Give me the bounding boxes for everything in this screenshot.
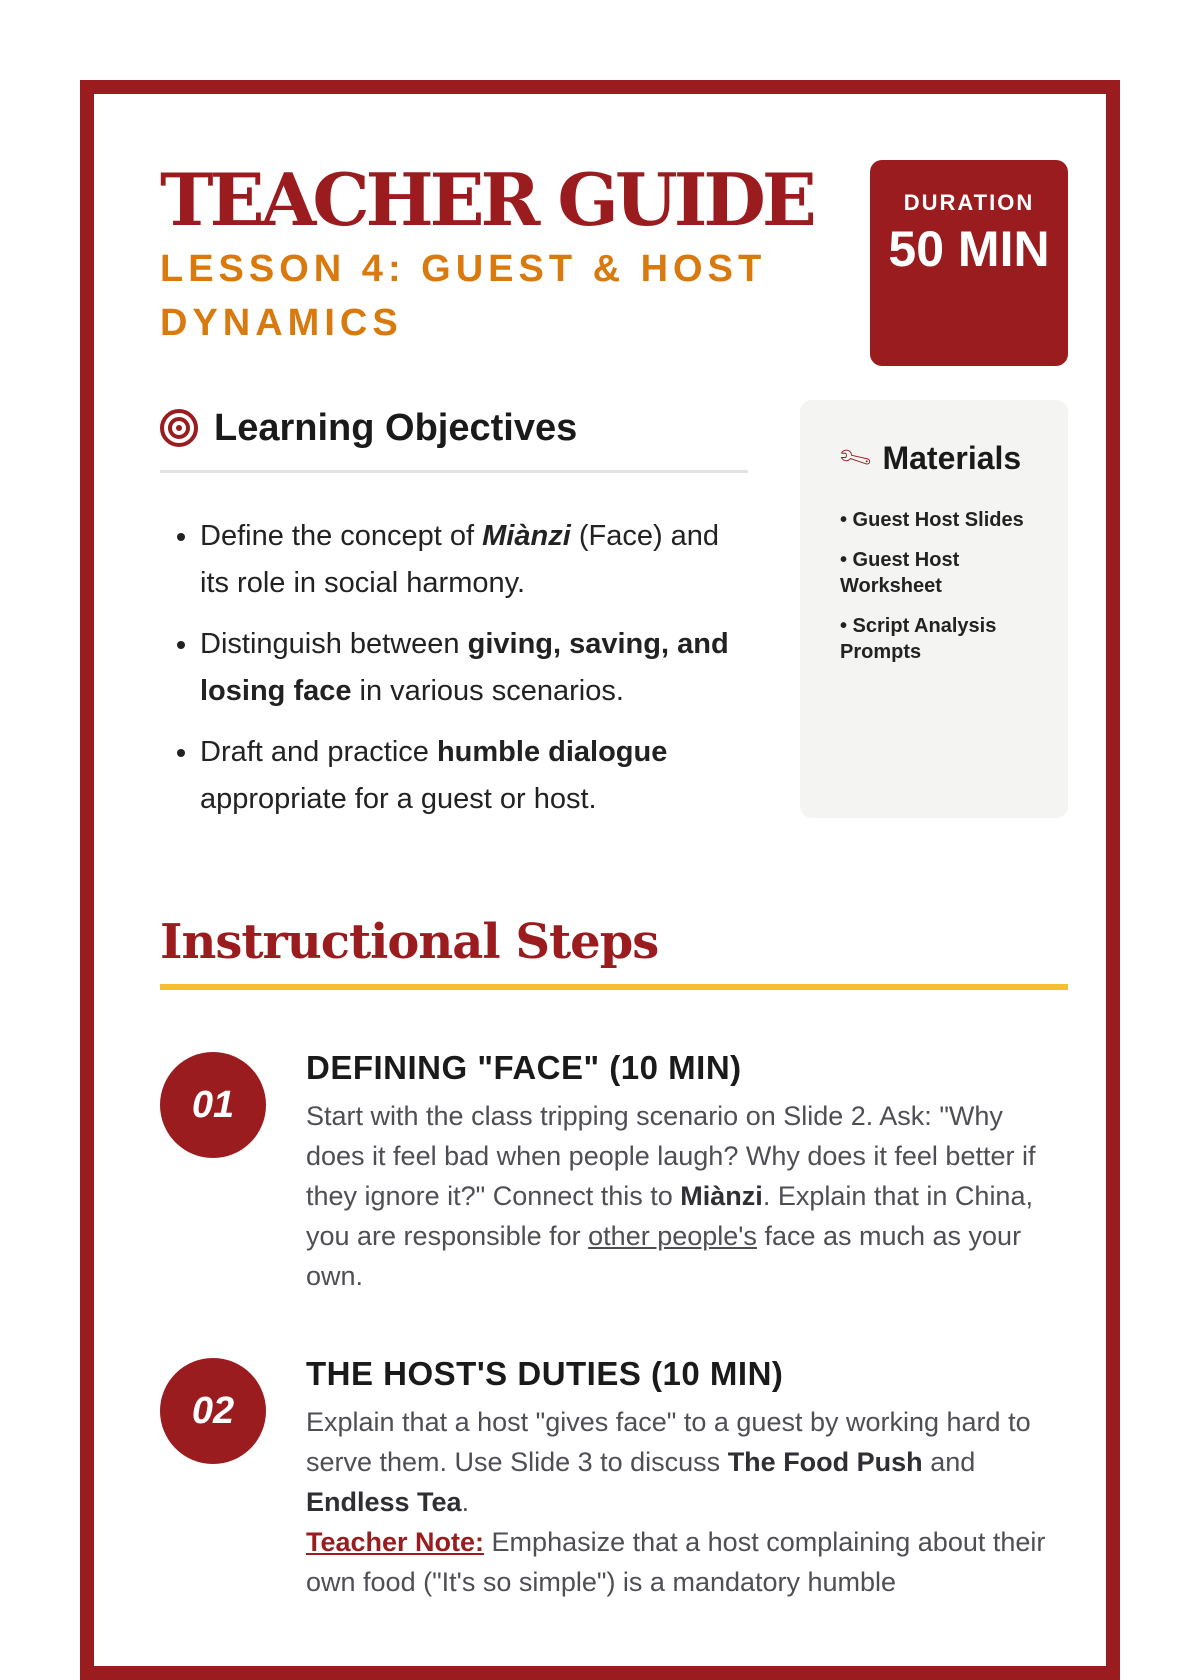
step-text: and [922,1447,976,1477]
step-bold: Miànzi [680,1181,763,1211]
teacher-note-text: Emphasize that a host complaining about their own food ("It's so simple") is a mandatory humble [306,1527,1046,1597]
header [160,157,1068,400]
step-description [306,1096,1068,1296]
objective-text: Distinguish between [200,628,468,660]
objective-text: Draft and practice [200,736,437,768]
step-bold: Endless Tea [306,1487,462,1517]
step-underline: other people's [588,1221,757,1251]
duration-label: DURATION [903,190,1035,215]
objective-item [200,621,748,715]
step-title: DEFINING "FACE" (10 MIN) [306,1049,742,1086]
wrench-icon: 🔧︎ [835,439,876,478]
materials-header [835,439,1028,478]
objective-emphasis: humble dialogue [436,736,668,768]
duration-value: 50 MIN [888,221,1050,277]
step-title: THE HOST'S DUTIES (10 MIN) [306,1355,784,1392]
material-item: • Script Analysis Prompts [840,615,997,663]
objective-emphasis: Miànzi [482,520,571,552]
objective-text: appropriate for a guest or host. [200,783,597,815]
step-2 [160,1352,1068,1602]
material-item: • Guest Host Worksheet [840,549,960,597]
step-text: . [461,1487,470,1517]
objective-item [200,729,748,823]
materials-panel [800,400,1068,818]
step-text: Start with the class tripping scenario on Slide 2. Ask: "Why does it feel bad when people laugh? Why does it feel better if they ignore it?" Connect this to [306,1101,1036,1211]
step-text: face as much as your own. [306,1221,1022,1291]
duration-badge [870,160,1068,366]
objective-text: in various scenarios. [351,675,624,707]
document-content [160,157,1068,1602]
objectives-heading: Learning Objectives [214,406,578,449]
teacher-note-label: Teacher Note: [306,1527,485,1557]
objective-text: Define the concept of [200,520,483,552]
material-item: • Guest Host Slides [840,509,1024,531]
step-number: 02 [160,1358,266,1464]
objectives-list [160,513,748,823]
lesson-subtitle: LESSON 4: GUEST & HOST DYNAMICS [160,248,767,344]
objective-item [200,513,748,607]
objective-text: (Face) and its role in social harmony. [200,520,720,599]
document-frame [80,80,1120,1680]
steps-heading: Instructional Steps [160,910,1068,990]
step-bold: The Food Push [727,1447,923,1477]
step-1 [160,1046,1068,1296]
step-description [306,1402,1068,1602]
page-title: TEACHER GUIDE [160,157,813,242]
learning-objectives [160,400,748,837]
target-icon [160,409,198,447]
objectives-header [160,400,748,473]
objectives-materials-row [160,400,1068,910]
materials-heading: Materials [882,440,1022,476]
objective-emphasis: giving, saving, and losing face [200,628,729,707]
step-text: . Explain that in China, you are responsible for [306,1181,1033,1251]
materials-list [840,507,1028,665]
step-text: Explain that a host "gives face" to a guest by working hard to serve them. Use Slide 3 to discuss [306,1407,1031,1477]
step-number: 01 [160,1052,266,1158]
